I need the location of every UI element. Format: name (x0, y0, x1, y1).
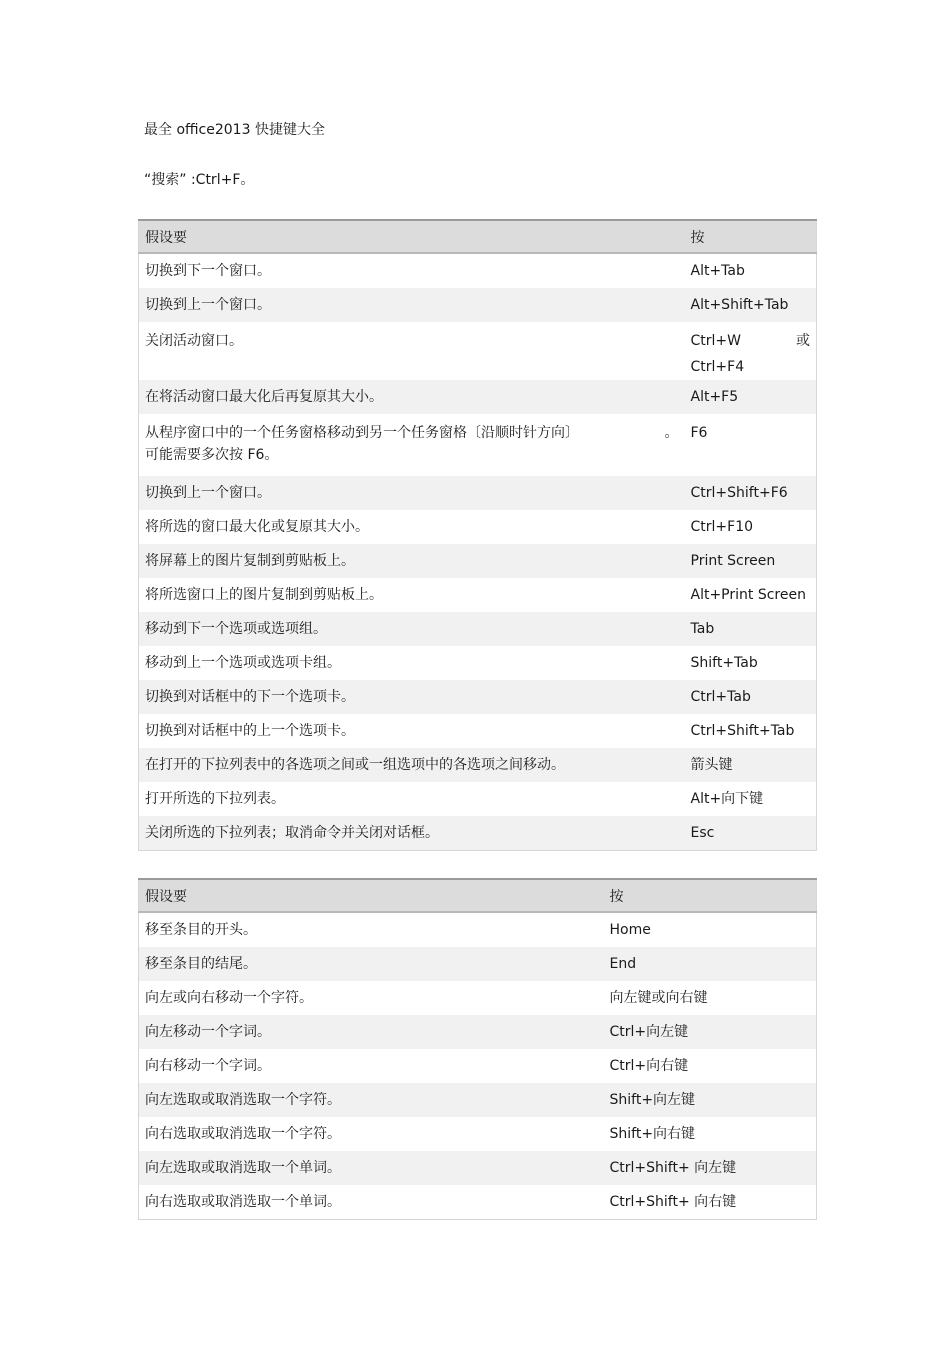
key-cell: Shift+Tab (690, 655, 758, 671)
table-row (139, 1185, 817, 1220)
table-row (139, 947, 817, 981)
header-key: 按 (604, 879, 817, 912)
table-row (139, 380, 817, 414)
action-cell: 将所选窗口上的图片复制到剪贴板上。 (145, 587, 383, 603)
search-shortcut-text: “搜索” :Ctrl+F。 (144, 172, 255, 188)
table-row (139, 748, 817, 782)
table-row (139, 612, 817, 646)
action-cell: 切换到对话框中的上一个选项卡。 (145, 723, 355, 739)
action-cell: 打开所选的下拉列表。 (145, 791, 285, 807)
table-row (139, 816, 817, 851)
table-row (139, 714, 817, 748)
action-cell: 向左选取或取消选取一个字符。 (139, 1083, 604, 1117)
key-or: 或 (796, 333, 810, 349)
table-header-row (139, 879, 817, 912)
key-cell: Alt+向下键 (690, 791, 764, 807)
key-primary: Ctrl+W (690, 333, 741, 349)
key-cell: F6 (690, 425, 708, 441)
key-cell: Esc (685, 816, 817, 851)
table-row (139, 288, 817, 322)
key-cell: Ctrl+Shift+Tab (690, 723, 795, 739)
action-cell: 将屏幕上的图片复制到剪贴板上。 (139, 544, 685, 578)
action-cell (139, 414, 685, 476)
action-cell: 向左移动一个字词。 (139, 1015, 604, 1049)
action-cell: 移动到上一个选项或选项卡组。 (145, 655, 341, 671)
key-cell: Ctrl+F10 (690, 519, 754, 535)
action-cell: 关闭活动窗口。 (145, 333, 243, 349)
table-row (139, 322, 817, 380)
key-cell: Alt+F5 (685, 380, 817, 414)
table-row (139, 912, 817, 947)
action-cell: 向右选取或取消选取一个字符。 (145, 1126, 341, 1142)
action-cell: 移动到下一个选项或选项组。 (139, 612, 685, 646)
table-row (139, 1015, 817, 1049)
table-row (139, 1151, 817, 1185)
action-cell: 关闭所选的下拉列表；取消命令并关闭对话框。 (139, 816, 685, 851)
header-action: 假设要 (139, 879, 604, 912)
table-row (139, 544, 817, 578)
action-cell: 向右移动一个字词。 (145, 1058, 271, 1074)
table-row (139, 578, 817, 612)
action-cell: 切换到上一个窗口。 (139, 288, 685, 322)
key-cell: Ctrl+Shift+ 向右键 (609, 1194, 737, 1210)
action-cell: 在打开的下拉列表中的各选项之间或一组选项中的各选项之间移动。 (139, 748, 685, 782)
table-row (139, 414, 817, 476)
action-period: 。 (664, 425, 679, 441)
key-cell: Tab (685, 612, 817, 646)
key-secondary: Ctrl+F4 (690, 359, 745, 375)
table-row (139, 1049, 817, 1083)
action-cell: 将所选的窗口最大化或复原其大小。 (145, 519, 369, 535)
action-cell: 切换到上一个窗口。 (139, 476, 685, 510)
key-cell: Alt+Tab (690, 263, 745, 279)
key-cell: Alt+Shift+Tab (685, 288, 817, 322)
table-row (139, 680, 817, 714)
key-cell: 向左键或向右键 (609, 990, 708, 1006)
action-cell: 切换到下一个窗口。 (145, 263, 271, 279)
document-title: 最全 office2013 快捷键大全 (144, 122, 325, 138)
key-cell: Ctrl+Shift+ 向左键 (604, 1151, 817, 1185)
header-action: 假设要 (139, 220, 685, 253)
key-cell (685, 322, 817, 380)
action-cell: 在将活动窗口最大化后再复原其大小。 (139, 380, 685, 414)
table-row (139, 981, 817, 1015)
shortcut-table-text-entry (138, 878, 817, 1220)
key-cell: Ctrl+向左键 (604, 1015, 817, 1049)
table-row (139, 510, 817, 544)
key-cell: Shift+向左键 (604, 1083, 817, 1117)
key-cell: Ctrl+Shift+F6 (685, 476, 817, 510)
key-cell: Ctrl+Tab (685, 680, 817, 714)
action-cell: 向右选取或取消选取一个单词。 (145, 1194, 341, 1210)
action-line1: 从程序窗口中的一个任务窗格移动到另一个任务窗格〔沿顺时针方向〕 (145, 425, 579, 441)
shortcut-table-window (138, 219, 817, 851)
key-cell: Ctrl+向右键 (609, 1058, 689, 1074)
key-cell: Shift+向右键 (609, 1126, 696, 1142)
action-cell: 向左选取或取消选取一个单词。 (139, 1151, 604, 1185)
action-line2: 可能需要多次按 F6。 (145, 447, 279, 463)
action-cell: 向左或向右移动一个字符。 (145, 990, 313, 1006)
table-header-row (139, 220, 817, 253)
key-cell: End (604, 947, 817, 981)
table-row (139, 476, 817, 510)
key-cell: Print Screen (685, 544, 817, 578)
key-cell: Home (609, 922, 651, 938)
header-key: 按 (685, 220, 817, 253)
action-cell: 切换到对话框中的下一个选项卡。 (139, 680, 685, 714)
table-row (139, 253, 817, 288)
key-cell: 箭头键 (685, 748, 817, 782)
key-cell: Alt+Print Screen (690, 587, 806, 603)
table-row (139, 1117, 817, 1151)
action-cell: 移至条目的结尾。 (139, 947, 604, 981)
table-row (139, 782, 817, 816)
action-cell: 移至条目的开头。 (145, 922, 257, 938)
table-row (139, 646, 817, 680)
table-row (139, 1083, 817, 1117)
